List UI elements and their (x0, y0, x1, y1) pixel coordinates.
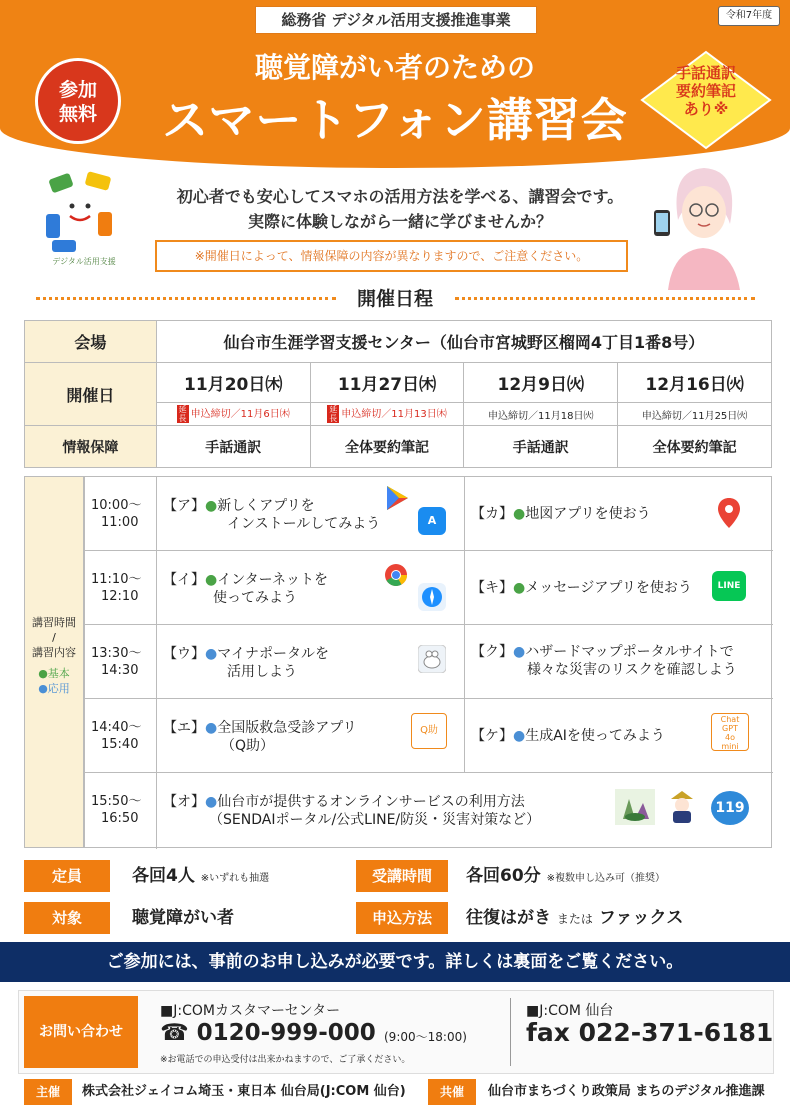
deadline-3: 申込締切／11月18日㈫ (464, 403, 618, 426)
support-line2: 要約筆記 (675, 82, 736, 100)
slot-5-start: 15:50～ (91, 794, 142, 809)
deadline-2-text: 申込締切／11月13日㈭ (341, 409, 447, 420)
application-banner: ご参加には、事前のお申し込みが必要です。詳しくは裏面をご覧ください。 (0, 942, 790, 982)
fax-number: fax 022-371-6181 (526, 1018, 774, 1047)
duration-value (466, 860, 665, 895)
method-value (466, 902, 683, 935)
class-code: 【キ】 (471, 580, 513, 596)
side-label-1: 講習時間 (32, 616, 76, 629)
class-e-text1: 全国版救急受診アプリ (217, 720, 357, 736)
class-code: 【ク】 (471, 644, 513, 660)
slot-1-end: 11:00 (101, 515, 139, 530)
time-cell (85, 773, 157, 849)
side-label-3: 講習内容 (32, 646, 76, 659)
support-label: 情報保障 (25, 426, 157, 468)
deadline-4: 申込締切／11月25日㈫ (618, 403, 772, 426)
contact-divider (510, 998, 511, 1066)
duration-number: 各回60分 (466, 866, 541, 886)
support-3: 手話通訳 (464, 426, 618, 468)
slot-2-end: 12:10 (101, 589, 139, 604)
free-badge (35, 58, 121, 144)
class-ki-text: メッセージアプリを使おう (525, 580, 692, 596)
slot-4-end: 15:40 (101, 737, 139, 752)
support-line3: あり※ (683, 100, 729, 118)
center-name: ■J:COMカスタマーセンター (160, 1003, 341, 1019)
intro-line2: 実際に体験しながら一緒に学びませんか？ (247, 212, 552, 231)
schedule-table (24, 320, 772, 468)
digital-support-logo (42, 170, 122, 270)
class-e: 【エ】●全国版救急受診アプリ （Q助） (157, 699, 465, 773)
deadline-1 (156, 403, 310, 426)
support-2: 全体要約筆記 (310, 426, 464, 468)
class-code: 【カ】 (471, 506, 513, 522)
date-3: 12月9日㈫ (464, 363, 618, 403)
support-1: 手話通訳 (156, 426, 310, 468)
deadline-2 (310, 403, 464, 426)
class-code: 【イ】 (163, 572, 205, 588)
target-label: 対象 (24, 902, 110, 934)
chatgpt-line1: Chat (720, 715, 740, 724)
target-value: 聴覚障がい者 (132, 908, 234, 928)
method-postcard: 往復はがき (466, 908, 551, 928)
date-1: 11月20日㈭ (156, 363, 310, 403)
schedule-title: 開催日程 (356, 288, 433, 310)
capacity-note: ※いずれも抽選 (200, 873, 270, 884)
host-label: 主催 (24, 1079, 72, 1105)
chrome-icon (384, 563, 408, 587)
support-4: 全体要約筆記 (618, 426, 772, 468)
class-o: 【オ】●仙台市が提供するオンラインサービスの利用方法 （SENDAIポータル/公式LINE/防災・災害対策など） (163, 794, 541, 828)
support-line1: 手話通訳 (675, 64, 736, 82)
app-store-icon: A (418, 507, 446, 535)
support-badge (640, 64, 772, 118)
slot-3-end: 14:30 (101, 663, 139, 678)
intro-note: ※開催日によって、情報保障の内容が異なりますので、ご注意ください。 (155, 240, 628, 272)
class-code: 【ケ】 (471, 728, 513, 744)
slot-3-start: 13:30～ (91, 646, 142, 661)
title-line1: 聴覚障がい者のための (254, 51, 535, 84)
chatgpt-line2: GPT (722, 724, 738, 733)
slot-5-end: 16:50 (101, 811, 139, 826)
extended-mark: 延長 (329, 405, 338, 423)
capacity-label: 定員 (24, 860, 110, 892)
badge-line1: 参加 (58, 79, 97, 101)
capacity-number: 各回4人 (132, 866, 195, 886)
line-icon: LINE (712, 571, 746, 601)
method-fax: ファックス (598, 908, 684, 928)
class-i-text2: 使ってみよう (213, 590, 297, 606)
date-masamune-icon (667, 789, 697, 825)
co-host-label: 共催 (428, 1079, 476, 1105)
class-code: 【ウ】 (163, 646, 205, 662)
chatgpt-icon (711, 713, 749, 751)
method-label: 申込方法 (356, 902, 448, 934)
class-ka: 【カ】●地図アプリを使おう (465, 477, 773, 551)
slot-4-start: 14:40～ (91, 720, 142, 735)
google-maps-icon (717, 497, 741, 529)
side-label-2: / (52, 631, 56, 644)
extended-mark: 延長 (178, 405, 187, 423)
sendai-portal-icon (615, 789, 655, 825)
program-name: 総務省 デジタル活用支援推進事業 (255, 6, 537, 34)
class-u-text2: 活用しよう (227, 664, 297, 680)
venue-label: 会場 (25, 321, 157, 363)
google-play-icon (382, 483, 412, 513)
class-ka-text: 地図アプリを使おう (525, 506, 651, 522)
co-host-value: 仙台市まちづくり政策局 まちのデジタル推進課 (488, 1084, 765, 1099)
qsuke-icon: Q助 (411, 713, 447, 749)
page-title: スマートフォン講習会 (162, 93, 628, 147)
class-i: 【イ】●インターネットを 使ってみよう (157, 551, 465, 625)
date-4: 12月16日㈫ (618, 363, 772, 403)
class-code: 【ア】 (163, 498, 205, 514)
branch-name: ■J:COM 仙台 (526, 1003, 614, 1019)
class-u-text1: マイナポータルを (217, 646, 329, 662)
host-value: 株式会社ジェイコム埼玉・東日本 仙台局(J:COM 仙台) (82, 1084, 406, 1099)
class-a-text1: 新しくアプリを (217, 498, 315, 514)
mynaportal-icon (418, 645, 446, 673)
class-a: 【ア】●新しくアプリを インストールしてみよう (157, 477, 465, 551)
safari-icon (418, 583, 446, 611)
time-cell (85, 551, 157, 625)
class-ku-text2: 様々な災害のリスクを確認しよう (527, 662, 737, 678)
legend-applied: ●応用 (38, 682, 70, 695)
chatgpt-line4: mini (721, 742, 739, 751)
phone-number: ☎ 0120-999-000 (160, 1020, 376, 1046)
duration-note: ※複数申し込み可（推奨） (546, 873, 665, 884)
class-code: 【オ】 (163, 794, 205, 810)
class-code: 【エ】 (163, 720, 205, 736)
date-2: 11月27日㈭ (310, 363, 464, 403)
class-e-text2: （Q助） (221, 738, 275, 754)
class-ke: 【ケ】●生成AIを使ってみよう (465, 699, 773, 773)
method-or: または (556, 912, 593, 926)
class-ke-text: 生成AIを使ってみよう (525, 728, 665, 744)
slot-1-start: 10:00～ (91, 498, 142, 513)
class-ku-text1: ハザードマップポータルサイトで (525, 644, 734, 660)
woman-with-phone-illustration (648, 160, 758, 290)
class-grid (84, 476, 772, 848)
class-ku: 【ク】●ハザードマップポータルサイトで 様々な災害のリスクを確認しよう (465, 625, 773, 699)
contact-label: お問い合わせ (24, 996, 138, 1068)
slot-2-start: 11:10～ (91, 572, 142, 587)
class-ki: 【キ】●メッセージアプリを使おう (465, 551, 773, 625)
fiscal-year: 令和7年度 (718, 6, 780, 26)
badge-line2: 無料 (58, 103, 97, 125)
time-cell (85, 699, 157, 773)
phone-hours: (9:00～18:00) (384, 1030, 467, 1044)
side-label-box (24, 476, 84, 848)
time-cell (85, 477, 157, 551)
class-o-text1: 仙台市が提供するオンラインサービスの利用方法 (217, 794, 525, 810)
logo-text: デジタル活用支援 (52, 257, 116, 266)
class-o-text2: （SENDAIポータル/公式LINE/防災・災害対策など） (209, 812, 541, 828)
emergency-119-icon: 119 (711, 791, 749, 825)
duration-label: 受講時間 (356, 860, 448, 892)
venue-value: 仙台市生涯学習支援センター（仙台市宮城野区榴岡4丁目1番8号） (156, 321, 771, 363)
date-label: 開催日 (25, 363, 157, 426)
phone-note: ※お電話での申込受付は出来かねますので、ご了承ください。 (160, 1055, 411, 1065)
intro-line1: 初心者でも安心してスマホの活用方法を学べる、講習会です。 (176, 187, 624, 206)
chatgpt-line3: 4o (725, 733, 735, 742)
class-u: 【ウ】●マイナポータルを 活用しよう (157, 625, 465, 699)
time-cell (85, 625, 157, 699)
deadline-1-text: 申込締切／11月6日㈭ (190, 409, 290, 420)
capacity-value (132, 860, 269, 895)
legend-basic: ●基本 (38, 667, 70, 680)
class-a-text2: インストールしてみよう (227, 516, 381, 532)
intro-text (130, 184, 670, 234)
class-i-text1: インターネットを (217, 572, 328, 588)
